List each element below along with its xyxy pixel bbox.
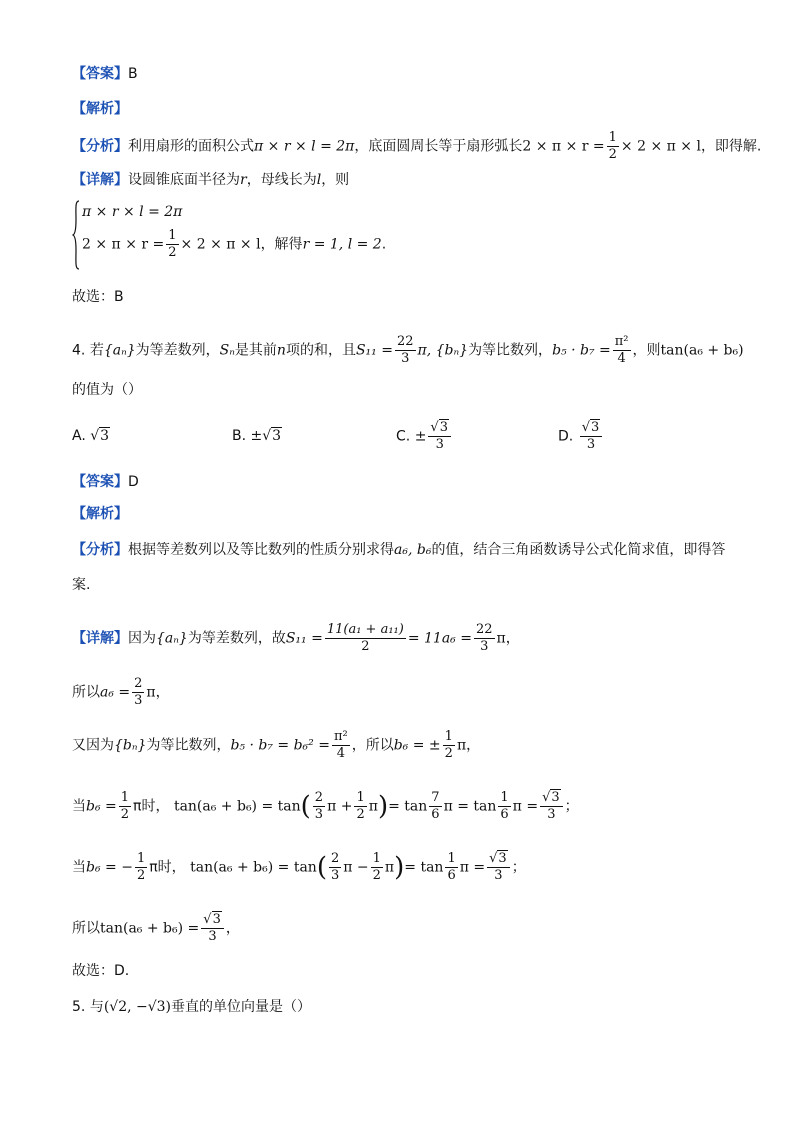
solve-text: ，解得 <box>260 236 303 253</box>
answer-value: D <box>128 474 139 490</box>
fraction: $\frac{2}{3}$ <box>330 851 340 883</box>
q4-detail-1: 【详解】因为{aₙ}为等差数列，故S₁₁ = $\frac{\text{11(a₁ + a₁₁)}}{2}$ = 11a₆ = $\frac{22}{3}$ π， <box>72 622 520 654</box>
answer-tag: 【答案】 <box>72 474 128 490</box>
system-eq2 <box>82 228 386 261</box>
var-r: r <box>240 172 247 188</box>
period: . <box>381 236 387 253</box>
question-number: 4. <box>72 342 86 359</box>
q4-fenxi <box>72 540 734 560</box>
fraction: $\frac{1}{6}$ <box>447 851 456 883</box>
fraction: $\frac{1}{2}$ <box>608 130 617 162</box>
fraction: $\frac{\text{π²}}{4}$ <box>333 729 348 761</box>
q4-answer <box>72 472 734 492</box>
stem-text: 是其前 <box>234 342 277 359</box>
fraction: $\frac{1}{6}$ <box>500 790 509 822</box>
fenxi-formula: 2 × π × r = <box>522 138 605 155</box>
var-n: n <box>276 342 286 359</box>
sum-s: Sₙ <box>219 342 235 359</box>
fraction: $\frac{22}{3}$ <box>475 622 493 654</box>
fenxi-text: 利用扇形的面积公式 <box>128 138 254 155</box>
q4-choose: 故选：D. <box>72 963 130 979</box>
q4-stem <box>72 334 744 367</box>
var-l: l <box>316 172 322 188</box>
system-eq1: π × r × l = 2π <box>82 204 183 220</box>
fenxi-formula: × 2 × π × l <box>620 138 701 155</box>
fenxi-text: 根据等差数列以及等比数列的性质分别求得 <box>128 542 394 558</box>
detail-text: 设圆锥底面半径为 <box>128 172 240 188</box>
analysis-tag: 【解析】 <box>72 101 128 117</box>
tan-expr: tan(a₆ + b₆) <box>660 342 744 359</box>
fraction: $\frac{\text{π²}}{4}$ <box>614 334 629 366</box>
fraction: $\frac{1}{2}$ <box>120 790 130 822</box>
q3-fenxi <box>72 130 762 163</box>
analysis-tag: 【解析】 <box>72 506 128 522</box>
stem-text: ，则 <box>632 342 661 359</box>
left-brace-icon <box>72 200 80 270</box>
sqrt: √3 <box>90 428 110 444</box>
q4-detail-2: 所以a₆ = $\frac{2}{3}$ π， <box>72 676 170 708</box>
q3-choose: 故选：B <box>72 289 124 305</box>
b5b7: b₅ · b₇ = <box>552 342 611 359</box>
answer-value: B <box>128 66 138 82</box>
fraction: $\frac{1}{2}$ <box>168 228 177 260</box>
q3-detail <box>72 170 734 190</box>
q4-detail-6: 所以tan(a₆ + b₆) = $\frac{√3}{3}$ ， <box>72 912 240 944</box>
stem-text: 为等差数列， <box>135 342 220 359</box>
eq2-rhs: × 2 × π × l <box>180 236 261 253</box>
fraction: $\frac{√3}{3}$ <box>428 420 451 453</box>
q4-detail-3: 又因为{bₙ}为等比数列，b₅ · b₇ = b₆² = $\frac{\text{π²}}{4}$ ，所以b₆ = ± $\frac{1}{2}$ π， <box>72 729 481 761</box>
fraction: $\frac{√3}{3}$ <box>201 912 224 945</box>
sqrt: ±√3 <box>250 428 282 444</box>
fenxi-text: ，底面圆周长等于扇形弧长 <box>354 138 523 155</box>
q4-stem-cont: 的值为（） <box>72 382 142 398</box>
detail-text: ，母线长为 <box>246 172 317 188</box>
fraction: $\frac{√3}{3}$ <box>580 420 603 453</box>
fraction: $\frac{\text{11(a₁ + a₁₁)}}{2}$ <box>326 622 404 654</box>
q4-fenxi-cont: 案. <box>72 577 91 593</box>
fraction: $\frac{1}{2}$ <box>356 790 365 822</box>
stem-text: 为等比数列， <box>468 342 553 359</box>
seq-a: {aₙ} <box>103 342 136 359</box>
fenxi-text: ，即得解. <box>700 138 762 155</box>
seq-b: π, {bₙ} <box>417 342 469 359</box>
option-a[interactable]: A. √3 <box>72 428 110 444</box>
fenxi-text: 的值，结合三角函数诱导公式化简求值，即得答 <box>431 542 726 558</box>
option-d[interactable]: D. $\frac{√3}{3}$ <box>558 420 604 453</box>
fraction: $\frac{1}{2}$ <box>136 851 146 883</box>
s11: S₁₁ = <box>355 342 393 359</box>
detail-tag: 【详解】 <box>72 172 128 188</box>
fenxi-formula: π × r × l = 2π <box>254 138 355 155</box>
fraction: $\frac{7}{6}$ <box>431 790 440 822</box>
fraction: $\frac{√3}{3}$ <box>540 790 563 823</box>
eq2-lhs: 2 × π × r = <box>82 236 165 253</box>
q4-detail-4: 当b₆ = $\frac{1}{2}$ π时， tan(a₆ + b₆) = tan( $\frac{2}{3}$ π + $\frac{1}{2}$ π)= tan $\frac{7}{6}$ π = tan $\frac{1}{6}$ π = $\frac{√3}{3}$ ； <box>72 790 579 822</box>
solution: r = 1, l = 2 <box>302 236 382 253</box>
fraction: $\frac{2}{3}$ <box>134 676 143 708</box>
q4-detail-5: 当b₆ = − $\frac{1}{2}$ π时， tan(a₆ + b₆) = tan( $\frac{2}{3}$ π − $\frac{1}{2}$ π)= tan $\frac{1}{6}$ π = $\frac{√3}{3}$ ； <box>72 851 526 883</box>
fraction: $\frac{1}{2}$ <box>372 851 381 883</box>
q4-analysis-heading <box>72 504 734 524</box>
fenxi-vars: a₆, b₆ <box>394 542 432 558</box>
q3-analysis-heading <box>72 99 734 119</box>
option-c[interactable]: C. ± $\frac{√3}{3}$ <box>396 420 453 453</box>
vector: (√2, −√3) <box>103 999 172 1015</box>
stem-text: 项的和，且 <box>285 342 356 359</box>
question-number: 5. <box>72 999 86 1015</box>
q3-answer <box>72 64 734 84</box>
answer-tag: 【答案】 <box>72 66 128 82</box>
fraction: $\frac{22}{3}$ <box>396 334 414 366</box>
fraction: $\frac{1}{2}$ <box>444 729 453 761</box>
detail-tag: 【详解】 <box>72 630 128 647</box>
fenxi-tag: 【分析】 <box>72 542 128 558</box>
fraction: $\frac{2}{3}$ <box>314 790 324 822</box>
fraction: $\frac{√3}{3}$ <box>487 851 510 884</box>
q5-stem: 5. 与(√2, −√3)垂直的单位向量是（） <box>72 999 312 1015</box>
stem-text: 若 <box>89 342 104 359</box>
fenxi-tag: 【分析】 <box>72 138 128 155</box>
option-b[interactable]: B. ±√3 <box>232 428 282 444</box>
detail-text: ，则 <box>321 172 350 188</box>
